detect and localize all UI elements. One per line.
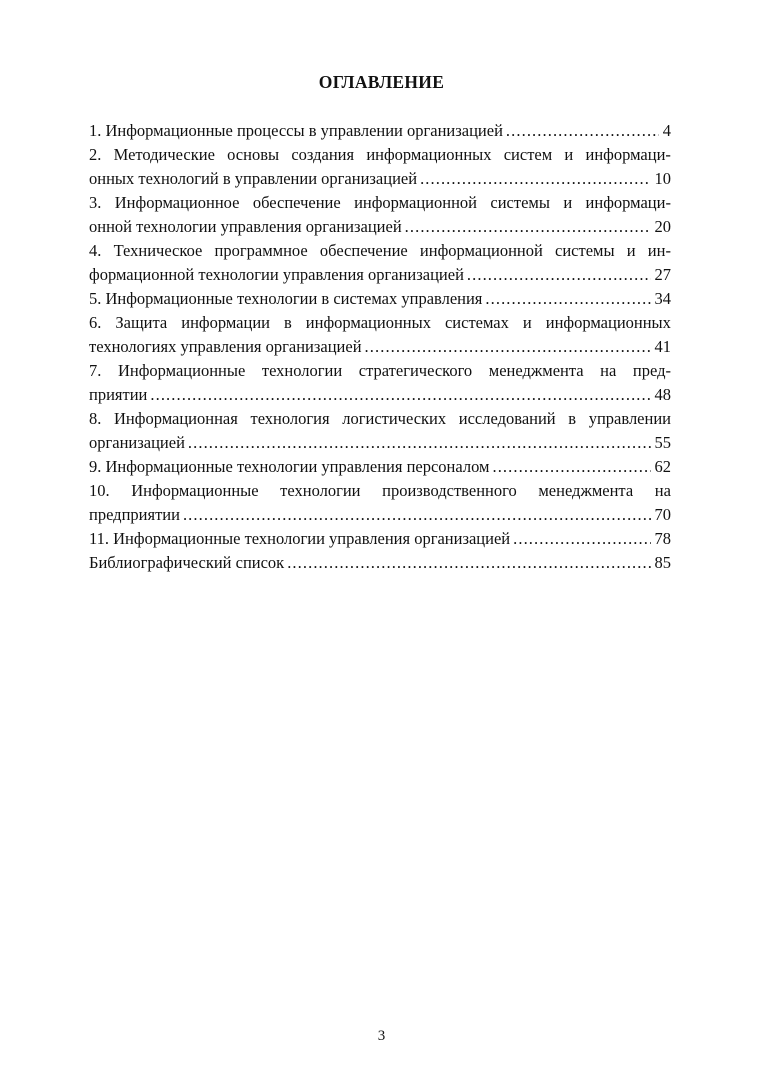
toc-word: информационной (354, 193, 477, 212)
toc-entry-3 (89, 191, 671, 239)
toc-word: менеджмента (538, 481, 634, 500)
toc-page-number: 10 (654, 169, 671, 188)
toc-word: пред- (632, 361, 671, 380)
toc-word: ин- (647, 241, 671, 260)
toc-word: информационной (419, 241, 543, 260)
toc-word: управлении (588, 409, 671, 428)
toc-heading: ОГЛАВЛЕНИЕ (318, 72, 445, 92)
toc-word: программное (214, 241, 308, 260)
toc-leader-dots (405, 215, 651, 239)
toc-entry-text: Библиографический список (89, 553, 285, 572)
toc-word: обеспечение (319, 241, 408, 260)
toc-entry-text-line (89, 239, 671, 263)
toc-word: системах (444, 313, 509, 332)
toc-leader-dots (492, 455, 650, 479)
toc-word: основы (227, 145, 280, 164)
toc-leader-dots (365, 335, 651, 359)
toc-word: информаци- (585, 145, 671, 164)
toc-word: в (568, 409, 577, 428)
toc-leader-dots (150, 383, 650, 407)
toc-word: 7. (89, 361, 102, 380)
toc-entry-text-line (89, 479, 671, 503)
toc-word: в (284, 313, 292, 332)
toc-word: и (626, 241, 636, 260)
toc-leader-dots (188, 431, 651, 455)
toc-entry-text: организацией (89, 433, 185, 452)
toc-word: Техническое (113, 241, 203, 260)
toc-word: 8. (89, 409, 102, 428)
toc-entry-text: приятии (89, 385, 148, 404)
toc-entry-text: онных технологий в управлении организацией (89, 169, 418, 188)
toc-word: Защита (115, 313, 168, 332)
toc-word: 2. (89, 145, 102, 164)
toc-word: 6. (89, 313, 102, 332)
toc-entry-2 (89, 143, 671, 191)
toc-leader-dots (183, 503, 651, 527)
toc-entry-text-line (89, 311, 671, 335)
toc-word: технологии (280, 481, 361, 500)
toc-page-number: 20 (654, 217, 671, 236)
toc-entry-5 (89, 287, 671, 311)
toc-leader-dots (287, 551, 650, 575)
toc-word: системы (490, 193, 550, 212)
toc-page-number: 85 (654, 553, 671, 572)
toc-leader-dots (485, 287, 650, 311)
toc-word: Информационная (114, 409, 238, 428)
toc-entry-bibliography (89, 551, 671, 575)
toc-word: системы (555, 241, 615, 260)
toc-page-number: 55 (654, 433, 671, 452)
toc-page-number: 34 (654, 289, 671, 308)
toc-word: Информационное (114, 193, 240, 212)
toc-page-number: 70 (654, 505, 671, 524)
toc-entry-6 (89, 311, 671, 359)
toc-word: 4. (89, 241, 102, 260)
toc-entry-9 (89, 455, 671, 479)
toc-page-number: 78 (654, 529, 671, 548)
toc-entry-10 (89, 479, 671, 527)
toc-entry-text: 11. Информационные технологии управления организацией (89, 529, 511, 548)
toc-entry-1 (89, 119, 671, 143)
toc-entry-text-line (89, 143, 671, 167)
toc-entry-text-line (89, 191, 671, 215)
toc-word: информационных (305, 313, 431, 332)
toc-entry-4 (89, 239, 671, 287)
toc-word: систем (503, 145, 553, 164)
toc-page-number: 4 (662, 121, 671, 140)
toc-entry-text: формационной технологии управления организацией (89, 265, 464, 284)
toc-word: Методические (113, 145, 215, 164)
toc-word: и (522, 313, 532, 332)
toc-word: на (654, 481, 671, 500)
toc-entry-7 (89, 359, 671, 407)
toc-leader-dots (420, 167, 650, 191)
toc-entry-text: онной технологии управления организацией (89, 217, 402, 236)
table-of-contents (89, 119, 671, 575)
toc-word: 10. (89, 481, 110, 500)
page-number: 3 (377, 1028, 386, 1044)
toc-word: менеджмента (488, 361, 584, 380)
toc-entry-text: 9. Информационные технологии управления персоналом (89, 457, 490, 476)
toc-page-number: 62 (654, 457, 671, 476)
toc-page-number: 48 (654, 385, 671, 404)
toc-entry-11 (89, 527, 671, 551)
toc-word: на (600, 361, 617, 380)
toc-word: и (563, 193, 573, 212)
toc-word: Информационные (131, 481, 259, 500)
toc-word: информации (181, 313, 270, 332)
toc-word: технология (250, 409, 330, 428)
toc-page-number: 27 (654, 265, 671, 284)
toc-entry-text: технологиях управления организацией (89, 337, 362, 356)
toc-leader-dots (513, 527, 650, 551)
toc-entry-text-line (89, 359, 671, 383)
toc-word: информационных (545, 313, 671, 332)
toc-entry-text: предприятии (89, 505, 180, 524)
toc-word: логистических (342, 409, 447, 428)
toc-word: технологии (261, 361, 343, 380)
toc-word: исследований (458, 409, 556, 428)
toc-word: и (564, 145, 574, 164)
toc-word: создания (291, 145, 355, 164)
toc-entry-text: 5. Информационные технологии в системах управления (89, 289, 483, 308)
toc-entry-8 (89, 407, 671, 455)
toc-leader-dots (506, 119, 659, 143)
toc-word: обеспечение (252, 193, 341, 212)
toc-entry-text: 1. Информационные процессы в управлении организацией (89, 121, 503, 140)
toc-word: производственного (382, 481, 517, 500)
toc-word: информаци- (585, 193, 671, 212)
toc-word: Информационные (117, 361, 246, 380)
toc-word: 3. (89, 193, 102, 212)
toc-leader-dots (467, 263, 651, 287)
toc-page-number: 41 (654, 337, 671, 356)
toc-word: стратегического (358, 361, 473, 380)
toc-word: информационных (366, 145, 492, 164)
toc-entry-text-line (89, 407, 671, 431)
